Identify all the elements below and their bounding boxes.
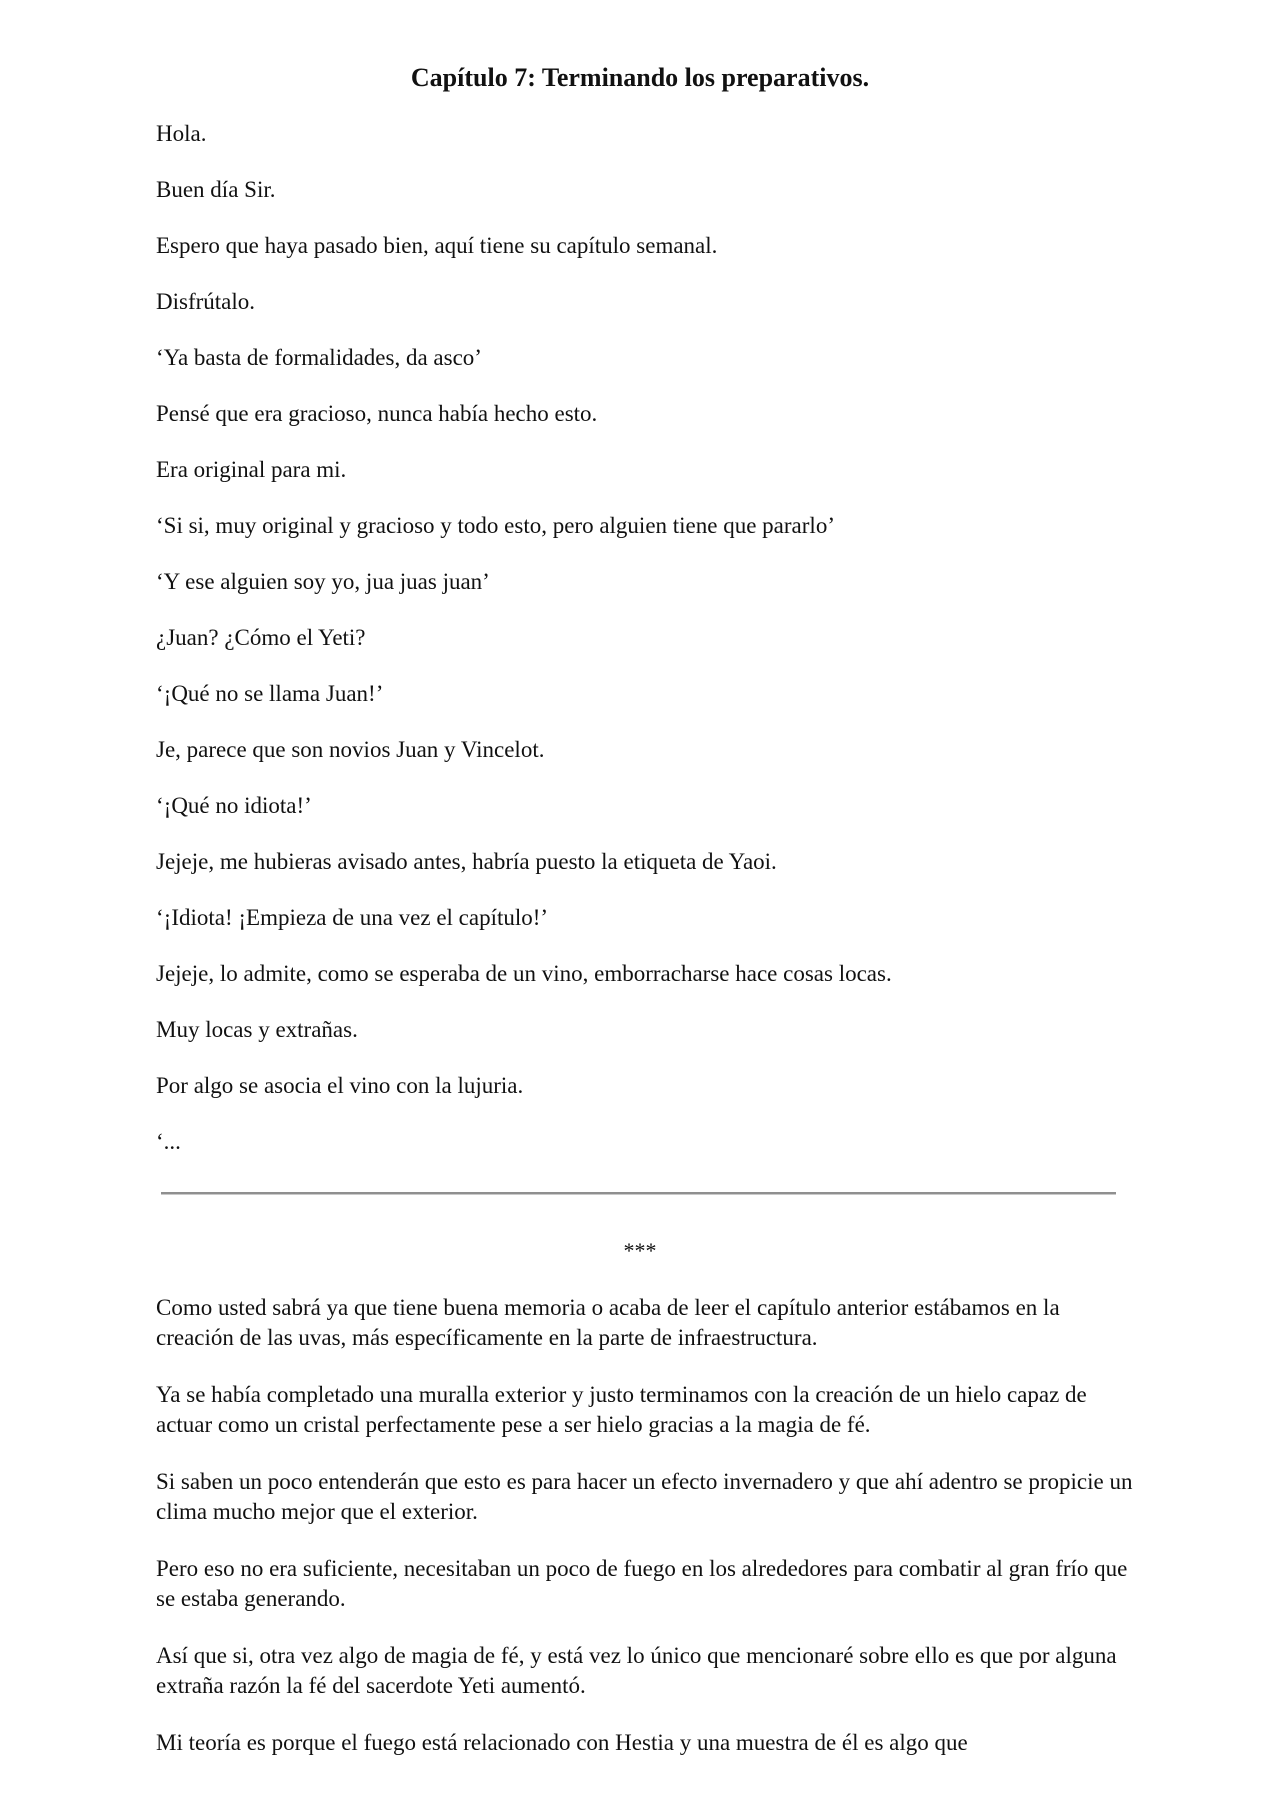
intro-line: ‘Y ese alguien soy yo, jua juas juan’ bbox=[156, 569, 490, 594]
body-paragraph: Así que si, otra vez algo de magia de fé, y está vez lo único que mencionaré sobre ello es que por alguna extraña razón la fé del sacerdote Yeti aumentó. bbox=[156, 1643, 1117, 1698]
intro-line: ¿Juan? ¿Cómo el Yeti? bbox=[156, 625, 366, 650]
intro-line: Disfrútalo. bbox=[156, 289, 256, 314]
intro-line: ‘... bbox=[156, 1129, 181, 1154]
intro-line: Espero que haya pasado bien, aquí tiene su capítulo semanal. bbox=[156, 233, 718, 258]
intro-line: Muy locas y extrañas. bbox=[156, 1017, 358, 1042]
section-separator: *** bbox=[623, 1238, 657, 1263]
body-paragraph: Ya se había completado una muralla exterior y justo terminamos con la creación de un hielo capaz de actuar como un cristal perfectamente pese a ser hielo gracias a la magia de fé. bbox=[156, 1382, 1087, 1437]
intro-line: Era original para mi. bbox=[156, 457, 347, 482]
intro-line: ‘¡Idiota! ¡Empieza de una vez el capítulo!’ bbox=[156, 905, 549, 930]
body-paragraph: Mi teoría es porque el fuego está relacionado con Hestia y una muestra de él es algo que bbox=[156, 1730, 968, 1755]
intro-line: Jejeje, me hubieras avisado antes, habría puesto la etiqueta de Yaoi. bbox=[156, 849, 777, 874]
intro-line: Je, parece que son novios Juan y Vincelot. bbox=[156, 737, 545, 762]
body-paragraph: Como usted sabrá ya que tiene buena memoria o acaba de leer el capítulo anterior estábamos en la creación de las uvas, más específicamente en la parte de infraestructura. bbox=[156, 1295, 1060, 1350]
intro-line: Por algo se asocia el vino con la lujuria. bbox=[156, 1073, 524, 1098]
intro-line: Hola. bbox=[156, 121, 207, 146]
body-paragraph: Si saben un poco entenderán que esto es para hacer un efecto invernadero y que ahí adentro se propicie un clima mucho mejor que el exterior. bbox=[156, 1469, 1133, 1524]
chapter-body bbox=[156, 1293, 1136, 1785]
intro-line: ‘¡Qué no idiota!’ bbox=[156, 793, 312, 818]
intro-line: ‘Si si, muy original y gracioso y todo esto, pero alguien tiene que pararlo’ bbox=[156, 513, 835, 538]
intro-line: Pensé que era gracioso, nunca había hecho esto. bbox=[156, 401, 598, 426]
chapter-title: Capítulo 7: Terminando los preparativos. bbox=[410, 63, 870, 92]
horizontal-rule bbox=[161, 1192, 1116, 1195]
intro-line: Buen día Sir. bbox=[156, 177, 276, 202]
intro-line: Jejeje, lo admite, como se esperaba de un vino, emborracharse hace cosas locas. bbox=[156, 961, 892, 986]
intro-dialogue bbox=[156, 118, 1156, 1182]
intro-line: ‘Ya basta de formalidades, da asco’ bbox=[156, 345, 482, 370]
body-paragraph: Pero eso no era suficiente, necesitaban un poco de fuego en los alrededores para combatir al gran frío que se estaba generando. bbox=[156, 1556, 1128, 1611]
intro-line: ‘¡Qué no se llama Juan!’ bbox=[156, 681, 384, 706]
